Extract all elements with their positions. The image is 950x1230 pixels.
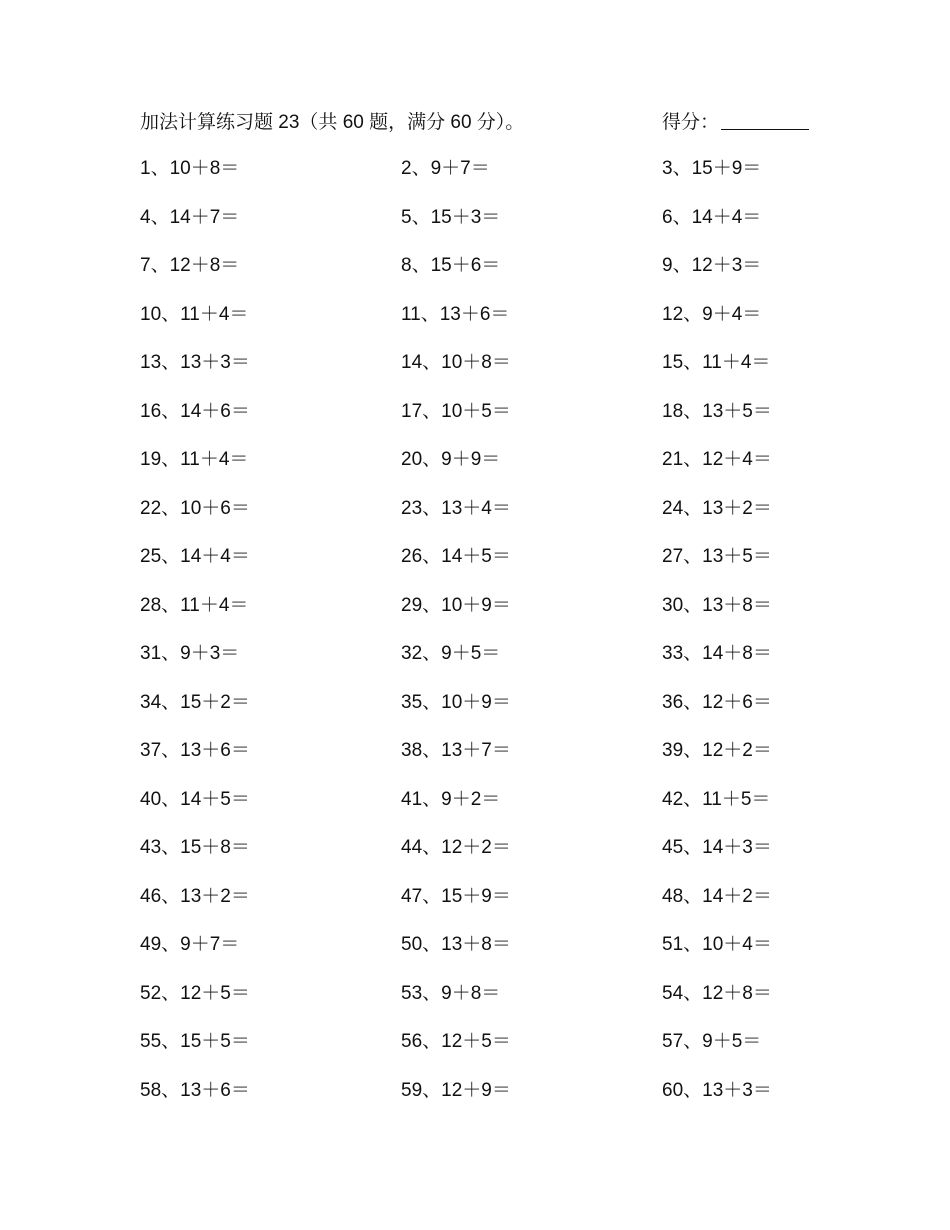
- problem-item: 50、13＋8＝: [401, 934, 511, 955]
- problem-item: 14、10＋8＝: [401, 352, 511, 373]
- problem-item: 3、15＋9＝: [662, 158, 762, 179]
- score-blank-line: [721, 109, 809, 130]
- problem-item: 27、13＋5＝: [662, 546, 772, 567]
- problem-item: 35、10＋9＝: [401, 691, 511, 713]
- problem-item: 12、9＋4＝: [662, 303, 762, 325]
- problem-item: 8、15＋6＝: [401, 255, 501, 276]
- problem-item: 11、13＋6＝: [401, 303, 510, 325]
- problem-item: 38、13＋7＝: [401, 740, 511, 761]
- problem-item: 2、9＋7＝: [401, 158, 490, 179]
- problem-item: 5、15＋3＝: [401, 206, 501, 228]
- problem-item: 28、11＋4＝: [140, 594, 249, 616]
- problem-item: 52、12＋5＝: [140, 982, 250, 1004]
- problem-item: 30、13＋8＝: [662, 594, 772, 616]
- problem-item: 16、14＋6＝: [140, 400, 250, 422]
- problem-item: 60、13＋3＝: [662, 1079, 772, 1101]
- problem-item: 29、10＋9＝: [401, 594, 511, 616]
- problem-item: 42、11＋5＝: [662, 788, 771, 810]
- problem-item: 32、9＋5＝: [401, 643, 501, 664]
- problem-item: 9、12＋3＝: [662, 255, 762, 276]
- problem-item: 54、12＋8＝: [662, 982, 772, 1004]
- problem-item: 23、13＋4＝: [401, 497, 511, 519]
- problem-item: 51、10＋4＝: [662, 934, 772, 955]
- problem-item: 45、14＋3＝: [662, 837, 772, 858]
- problem-item: 40、14＋5＝: [140, 788, 250, 810]
- problem-item: 56、12＋5＝: [401, 1031, 511, 1052]
- problem-item: 44、12＋2＝: [401, 837, 511, 858]
- problem-item: 10、11＋4＝: [140, 303, 249, 325]
- problem-item: 36、12＋6＝: [662, 691, 772, 713]
- problem-item: 39、12＋2＝: [662, 740, 772, 761]
- problem-item: 19、11＋4＝: [140, 449, 249, 470]
- problem-item: 25、14＋4＝: [140, 546, 250, 567]
- problem-item: 43、15＋8＝: [140, 837, 250, 858]
- problem-item: 1、10＋8＝: [140, 158, 240, 179]
- problem-item: 59、12＋9＝: [401, 1079, 511, 1101]
- problem-item: 20、9＋9＝: [401, 449, 501, 470]
- problem-item: 57、9＋5＝: [662, 1031, 762, 1052]
- problem-item: 49、9＋7＝: [140, 934, 240, 955]
- problem-item: 4、14＋7＝: [140, 206, 240, 228]
- problem-item: 58、13＋6＝: [140, 1079, 250, 1101]
- problem-item: 31、9＋3＝: [140, 643, 240, 664]
- worksheet-header: [140, 108, 820, 138]
- problem-item: 17、10＋5＝: [401, 400, 511, 422]
- problem-grid: [140, 154, 840, 1124]
- problem-item: 13、13＋3＝: [140, 352, 250, 373]
- problem-item: 53、9＋8＝: [401, 982, 501, 1004]
- problem-item: 37、13＋6＝: [140, 740, 250, 761]
- problem-item: 26、14＋5＝: [401, 546, 511, 567]
- problem-item: 41、9＋2＝: [401, 788, 501, 810]
- problem-item: 18、13＋5＝: [662, 400, 772, 422]
- problem-item: 15、11＋4＝: [662, 352, 771, 373]
- problem-item: 7、12＋8＝: [140, 255, 240, 276]
- problem-item: 24、13＋2＝: [662, 497, 772, 519]
- problem-item: 22、10＋6＝: [140, 497, 250, 519]
- worksheet-title: 加法计算练习题 23（共 60 题，满分 60 分）。: [140, 112, 525, 133]
- problem-item: 46、13＋2＝: [140, 885, 250, 907]
- problem-item: 21、12＋4＝: [662, 449, 772, 470]
- problem-item: 47、15＋9＝: [401, 885, 511, 907]
- score-label: 得分：: [662, 112, 720, 133]
- problem-item: 33、14＋8＝: [662, 643, 772, 664]
- problem-item: 34、15＋2＝: [140, 691, 250, 713]
- problem-item: 48、14＋2＝: [662, 885, 772, 907]
- problem-item: 55、15＋5＝: [140, 1031, 250, 1052]
- score-field: [662, 108, 809, 138]
- problem-item: 6、14＋4＝: [662, 206, 762, 228]
